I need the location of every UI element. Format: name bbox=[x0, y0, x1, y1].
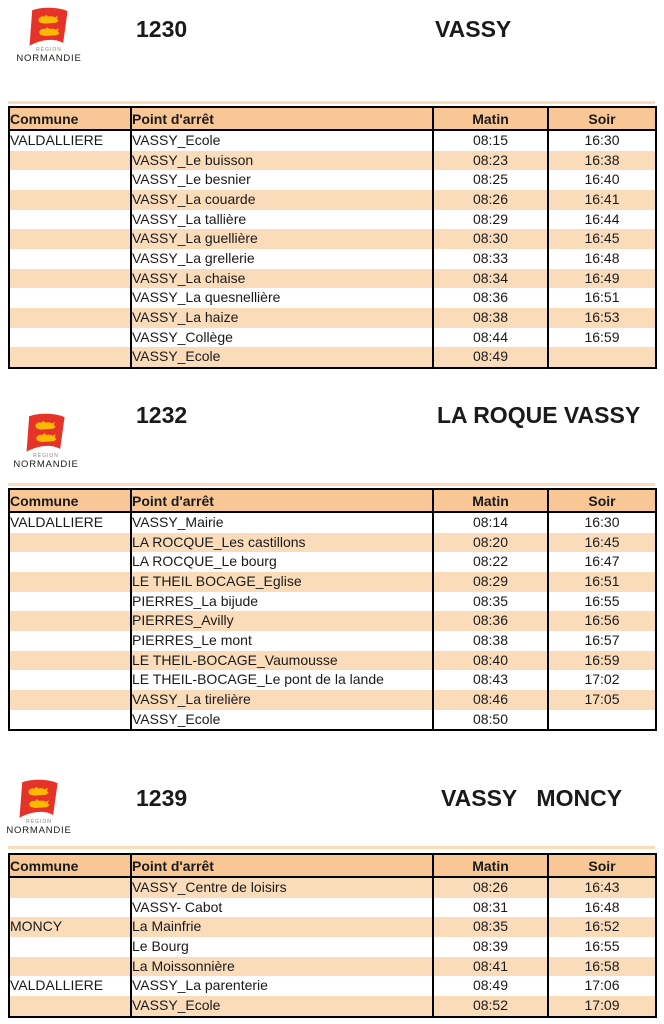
col-header-matin: Matin bbox=[433, 107, 548, 130]
commune-cell bbox=[9, 552, 131, 572]
matin-time-cell: 08:38 bbox=[433, 631, 548, 651]
header-row bbox=[9, 107, 656, 130]
matin-time-cell: 08:25 bbox=[433, 170, 548, 190]
soir-time-cell: 16:30 bbox=[548, 130, 656, 151]
table-row bbox=[9, 552, 656, 572]
table-row bbox=[9, 690, 656, 710]
soir-time-cell: 16:51 bbox=[548, 288, 656, 308]
table-row bbox=[9, 533, 656, 553]
stop-name-cell: VASSY_La guellière bbox=[131, 229, 433, 249]
soir-time-cell: 17:05 bbox=[548, 690, 656, 710]
stop-name-cell: VASSY_Centre de loisirs bbox=[131, 877, 433, 898]
matin-time-cell: 08:36 bbox=[433, 611, 548, 631]
soir-time-cell: 16:40 bbox=[548, 170, 656, 190]
commune-cell bbox=[9, 611, 131, 631]
soir-time-cell bbox=[548, 347, 656, 368]
table-row bbox=[9, 210, 656, 230]
col-header-commune: Commune bbox=[9, 489, 131, 512]
col-header-matin: Matin bbox=[433, 854, 548, 877]
matin-time-cell: 08:52 bbox=[433, 996, 548, 1017]
commune-cell bbox=[9, 690, 131, 710]
normandie-flag-icon bbox=[16, 778, 62, 822]
soir-time-cell: 16:48 bbox=[548, 249, 656, 269]
table-row bbox=[9, 877, 656, 898]
stop-name-cell: LA ROCQUE_Les castillons bbox=[131, 533, 433, 553]
soir-time-cell: 16:59 bbox=[548, 328, 656, 348]
matin-time-cell: 08:41 bbox=[433, 957, 548, 977]
soir-time-cell: 16:53 bbox=[548, 308, 656, 328]
commune-cell bbox=[9, 288, 131, 308]
table-row bbox=[9, 710, 656, 731]
commune-cell: VALDALLIERE bbox=[9, 512, 131, 533]
matin-time-cell: 08:23 bbox=[433, 151, 548, 171]
commune-cell bbox=[9, 710, 131, 731]
matin-time-cell: 08:30 bbox=[433, 229, 548, 249]
stop-name-cell: VASSY_Ecole bbox=[131, 710, 433, 731]
commune-cell bbox=[9, 670, 131, 690]
stop-name-cell: Le Bourg bbox=[131, 937, 433, 957]
soir-time-cell: 17:06 bbox=[548, 976, 656, 996]
soir-time-cell: 16:41 bbox=[548, 190, 656, 210]
soir-time-cell: 17:09 bbox=[548, 996, 656, 1017]
normandie-logo bbox=[7, 412, 85, 470]
route-title-la-roque-vassy: LA ROQUE VASSY bbox=[437, 402, 641, 428]
matin-time-cell: 08:36 bbox=[433, 288, 548, 308]
col-header-matin: Matin bbox=[433, 489, 548, 512]
commune-cell bbox=[9, 249, 131, 269]
stop-name-cell: VASSY_Le buisson bbox=[131, 151, 433, 171]
table-row bbox=[9, 347, 656, 368]
table-row bbox=[9, 592, 656, 612]
table-header bbox=[9, 489, 656, 512]
table-row bbox=[9, 288, 656, 308]
soir-time-cell: 16:52 bbox=[548, 917, 656, 937]
route-number-1239: 1239 bbox=[136, 785, 188, 811]
table-row bbox=[9, 249, 656, 269]
stop-name-cell: VASSY_La parenterie bbox=[131, 976, 433, 996]
matin-time-cell: 08:15 bbox=[433, 130, 548, 151]
stop-name-cell: LE THEIL-BOCAGE_Vaumousse bbox=[131, 651, 433, 671]
logo-region-label: RÉGION bbox=[26, 819, 52, 825]
col-header-commune: Commune bbox=[9, 854, 131, 877]
commune-cell bbox=[9, 269, 131, 289]
commune-cell bbox=[9, 957, 131, 977]
table-row bbox=[9, 670, 656, 690]
commune-cell bbox=[9, 533, 131, 553]
stop-name-cell: La Mainfrie bbox=[131, 917, 433, 937]
matin-time-cell: 08:50 bbox=[433, 710, 548, 731]
matin-time-cell: 08:44 bbox=[433, 328, 548, 348]
timetable-1230 bbox=[8, 106, 657, 369]
soir-time-cell: 16:45 bbox=[548, 229, 656, 249]
table-row bbox=[9, 229, 656, 249]
matin-time-cell: 08:34 bbox=[433, 269, 548, 289]
table-row bbox=[9, 898, 656, 918]
table-row bbox=[9, 130, 656, 151]
stop-name-cell: VASSY_La tirelière bbox=[131, 690, 433, 710]
matin-time-cell: 08:49 bbox=[433, 976, 548, 996]
table-top-strip bbox=[8, 846, 655, 849]
table-row bbox=[9, 631, 656, 651]
stop-name-cell: VASSY_La haize bbox=[131, 308, 433, 328]
col-header-soir: Soir bbox=[548, 854, 656, 877]
stop-name-cell: VASSY_Mairie bbox=[131, 512, 433, 533]
matin-time-cell: 08:20 bbox=[433, 533, 548, 553]
header-row bbox=[9, 489, 656, 512]
normandie-logo bbox=[10, 6, 88, 64]
stop-name-cell: VASSY_Le besnier bbox=[131, 170, 433, 190]
table-row bbox=[9, 996, 656, 1017]
col-header-stop: Point d'arrêt bbox=[131, 107, 433, 130]
table-row bbox=[9, 308, 656, 328]
table-header bbox=[9, 107, 656, 130]
soir-time-cell: 16:58 bbox=[548, 957, 656, 977]
soir-time-cell: 16:30 bbox=[548, 512, 656, 533]
stop-name-cell: VASSY_Ecole bbox=[131, 347, 433, 368]
normandie-flag-icon bbox=[26, 6, 72, 50]
commune-cell: VALDALLIERE bbox=[9, 130, 131, 151]
logo-name-label: NORMANDIE bbox=[6, 825, 72, 836]
commune-cell bbox=[9, 151, 131, 171]
logo-name-label: NORMANDIE bbox=[13, 459, 79, 470]
normandie-logo bbox=[0, 778, 78, 836]
matin-time-cell: 08:38 bbox=[433, 308, 548, 328]
commune-cell bbox=[9, 328, 131, 348]
commune-cell: MONCY bbox=[9, 917, 131, 937]
soir-time-cell: 16:56 bbox=[548, 611, 656, 631]
table-row bbox=[9, 328, 656, 348]
matin-time-cell: 08:26 bbox=[433, 190, 548, 210]
table-row bbox=[9, 170, 656, 190]
col-header-stop: Point d'arrêt bbox=[131, 854, 433, 877]
soir-time-cell bbox=[548, 710, 656, 731]
soir-time-cell: 16:49 bbox=[548, 269, 656, 289]
commune-cell: VALDALLIERE bbox=[9, 976, 131, 996]
commune-cell bbox=[9, 572, 131, 592]
logo-name-label: NORMANDIE bbox=[16, 53, 82, 64]
matin-time-cell: 08:39 bbox=[433, 937, 548, 957]
stop-name-cell: VASSY_La tallière bbox=[131, 210, 433, 230]
stop-name-cell: La Moissonnière bbox=[131, 957, 433, 977]
route-title-vassy-moncy: VASSY MONCY bbox=[441, 785, 623, 811]
stop-name-cell: VASSY_Collège bbox=[131, 328, 433, 348]
timetable-1239 bbox=[8, 853, 657, 1018]
matin-time-cell: 08:26 bbox=[433, 877, 548, 898]
stop-name-cell: VASSY_La chaise bbox=[131, 269, 433, 289]
logo-region-label: RÉGION bbox=[36, 47, 62, 53]
stop-name-cell: LE THEIL BOCAGE_Eglise bbox=[131, 572, 433, 592]
table-body bbox=[9, 877, 656, 1017]
route-number-1230: 1230 bbox=[136, 16, 188, 42]
soir-time-cell: 16:45 bbox=[548, 533, 656, 553]
commune-cell bbox=[9, 898, 131, 918]
stop-name-cell: VASSY_La grellerie bbox=[131, 249, 433, 269]
table-row bbox=[9, 611, 656, 631]
soir-time-cell: 16:51 bbox=[548, 572, 656, 592]
stop-name-cell: VASSY_La couarde bbox=[131, 190, 433, 210]
header-row bbox=[9, 854, 656, 877]
table-body bbox=[9, 512, 656, 730]
commune-cell bbox=[9, 347, 131, 368]
soir-time-cell: 16:59 bbox=[548, 651, 656, 671]
table-row bbox=[9, 937, 656, 957]
route-title-vassy: VASSY bbox=[435, 16, 512, 42]
table-row bbox=[9, 976, 656, 996]
commune-cell bbox=[9, 210, 131, 230]
commune-cell bbox=[9, 877, 131, 898]
stop-name-cell: VASSY_Ecole bbox=[131, 996, 433, 1017]
matin-time-cell: 08:22 bbox=[433, 552, 548, 572]
soir-time-cell: 16:57 bbox=[548, 631, 656, 651]
col-header-stop: Point d'arrêt bbox=[131, 489, 433, 512]
matin-time-cell: 08:31 bbox=[433, 898, 548, 918]
matin-time-cell: 08:29 bbox=[433, 572, 548, 592]
stop-name-cell: PIERRES_La bijude bbox=[131, 592, 433, 612]
matin-time-cell: 08:35 bbox=[433, 917, 548, 937]
normandie-flag-icon bbox=[23, 412, 69, 456]
col-header-commune: Commune bbox=[9, 107, 131, 130]
matin-time-cell: 08:35 bbox=[433, 592, 548, 612]
commune-cell bbox=[9, 631, 131, 651]
table-header bbox=[9, 854, 656, 877]
matin-time-cell: 08:49 bbox=[433, 347, 548, 368]
soir-time-cell: 16:44 bbox=[548, 210, 656, 230]
soir-time-cell: 16:47 bbox=[548, 552, 656, 572]
table-row bbox=[9, 917, 656, 937]
soir-time-cell: 16:38 bbox=[548, 151, 656, 171]
matin-time-cell: 08:29 bbox=[433, 210, 548, 230]
col-header-soir: Soir bbox=[548, 107, 656, 130]
stop-name-cell: VASSY_La quesnellière bbox=[131, 288, 433, 308]
soir-time-cell: 16:43 bbox=[548, 877, 656, 898]
commune-cell bbox=[9, 170, 131, 190]
stop-name-cell: LE THEIL-BOCAGE_Le pont de la lande bbox=[131, 670, 433, 690]
soir-time-cell: 16:48 bbox=[548, 898, 656, 918]
commune-cell bbox=[9, 592, 131, 612]
table-row bbox=[9, 651, 656, 671]
route-number-1232: 1232 bbox=[136, 402, 188, 428]
col-header-soir: Soir bbox=[548, 489, 656, 512]
logo-region-label: RÉGION bbox=[33, 453, 59, 459]
commune-cell bbox=[9, 996, 131, 1017]
matin-time-cell: 08:14 bbox=[433, 512, 548, 533]
stop-name-cell: PIERRES_Avilly bbox=[131, 611, 433, 631]
soir-time-cell: 16:55 bbox=[548, 592, 656, 612]
matin-time-cell: 08:46 bbox=[433, 690, 548, 710]
soir-time-cell: 16:55 bbox=[548, 937, 656, 957]
commune-cell bbox=[9, 190, 131, 210]
table-row bbox=[9, 190, 656, 210]
table-row bbox=[9, 572, 656, 592]
table-row bbox=[9, 269, 656, 289]
commune-cell bbox=[9, 308, 131, 328]
table-top-strip bbox=[8, 101, 655, 104]
stop-name-cell: LA ROCQUE_Le bourg bbox=[131, 552, 433, 572]
matin-time-cell: 08:40 bbox=[433, 651, 548, 671]
commune-cell bbox=[9, 937, 131, 957]
table-body bbox=[9, 130, 656, 368]
table-row bbox=[9, 512, 656, 533]
stop-name-cell: VASSY_Ecole bbox=[131, 130, 433, 151]
table-row bbox=[9, 957, 656, 977]
commune-cell bbox=[9, 651, 131, 671]
table-row bbox=[9, 151, 656, 171]
timetable-1232 bbox=[8, 488, 657, 731]
stop-name-cell: PIERRES_Le mont bbox=[131, 631, 433, 651]
commune-cell bbox=[9, 229, 131, 249]
table-top-strip bbox=[8, 483, 655, 486]
matin-time-cell: 08:33 bbox=[433, 249, 548, 269]
stop-name-cell: VASSY- Cabot bbox=[131, 898, 433, 918]
matin-time-cell: 08:43 bbox=[433, 670, 548, 690]
soir-time-cell: 17:02 bbox=[548, 670, 656, 690]
